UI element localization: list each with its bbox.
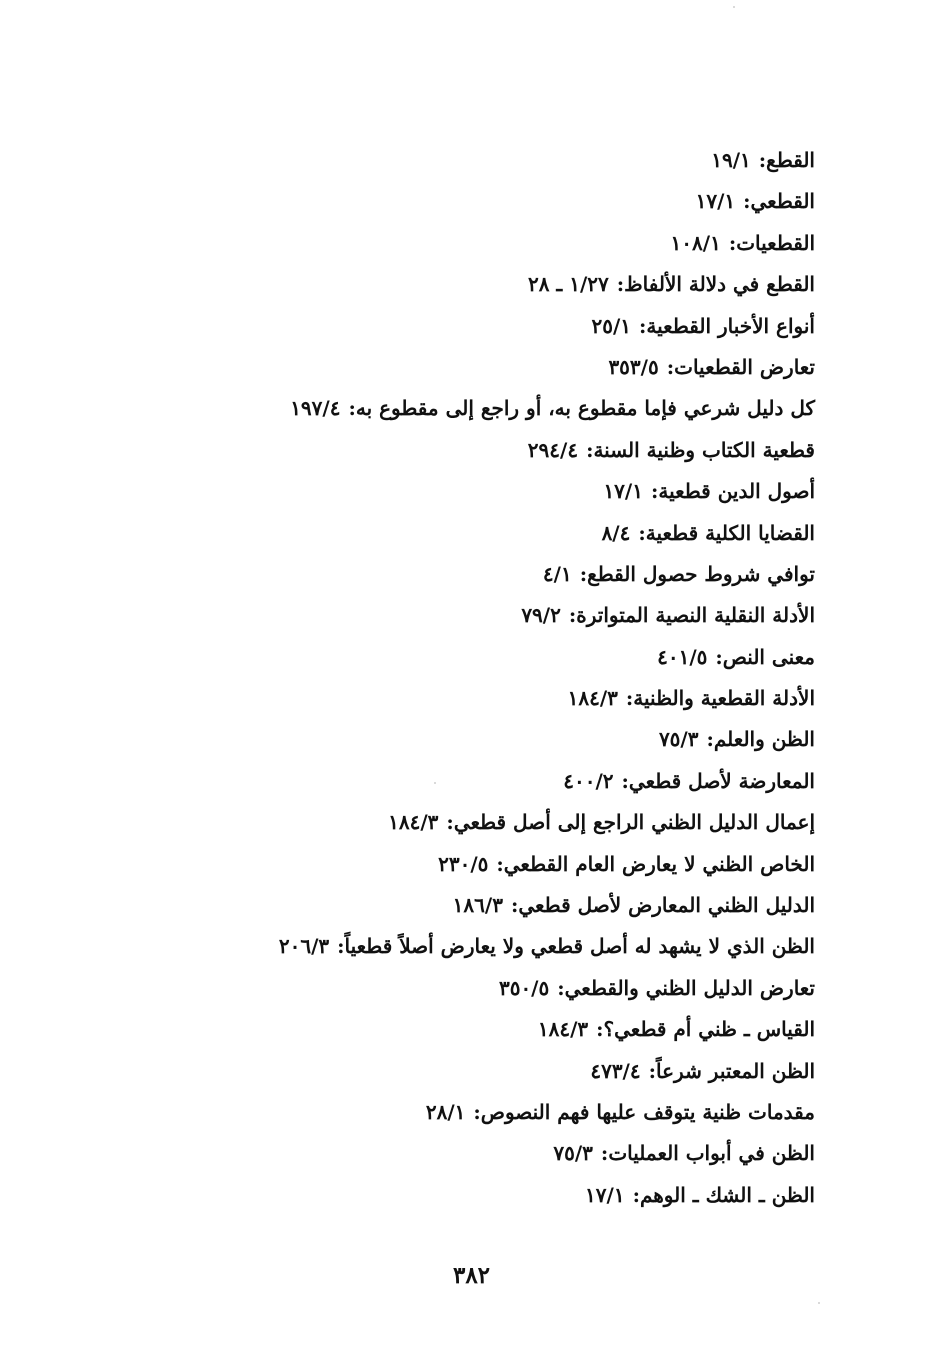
index-term: القطعي [750, 189, 815, 214]
index-separator: : [568, 603, 577, 628]
index-reference: ٤٧٣/٤ [590, 1058, 641, 1083]
index-separator: : [758, 148, 767, 172]
index-entry [95, 513, 815, 554]
index-entry [95, 968, 815, 1009]
index-entry [95, 264, 815, 305]
index-separator: : [632, 1182, 640, 1207]
index-term: الخاص الظني لا يعارض العام القطعي [503, 851, 815, 876]
index-entry [95, 1051, 815, 1092]
scan-speck [733, 6, 735, 8]
index-entry [95, 926, 815, 967]
index-term: معنى النص [722, 644, 815, 669]
index-entry [95, 140, 815, 181]
index-entry [95, 471, 815, 512]
index-entry [95, 554, 815, 595]
index-reference: ١٠٨/١ [670, 230, 721, 255]
index-separator: : [648, 1058, 656, 1083]
index-reference: ٧٩/٢ [521, 603, 561, 628]
index-reference: ٣٥٣/٥ [608, 354, 659, 379]
index-entry [95, 637, 815, 678]
index-entry [95, 430, 815, 471]
index-separator: : [638, 520, 646, 545]
index-entries-list [95, 140, 815, 1216]
index-reference: ١٧/١ [695, 189, 736, 214]
index-separator: : [579, 561, 588, 586]
index-term: مقدمات ظنية يتوقف عليها فهم النصوص [480, 1099, 815, 1124]
index-term: إعمال الدليل الظني الراجع إلى أصل قطعي [453, 810, 815, 835]
index-reference: ٤٠٠/٢ [563, 768, 614, 793]
index-reference: ١٨٦/٣ [452, 893, 503, 918]
scan-speck [434, 782, 436, 784]
index-separator: : [496, 851, 504, 876]
index-reference: ٢٠٦/٣ [278, 934, 330, 959]
index-entry [95, 1009, 815, 1050]
index-reference: ٣٥٠/٥ [498, 975, 550, 1000]
index-reference: ٤٠١/٥ [657, 644, 708, 669]
index-reference: ٧٥/٣ [553, 1141, 593, 1166]
index-entry [95, 223, 815, 264]
index-separator: : [715, 644, 723, 669]
index-entry [95, 181, 815, 222]
index-entry [95, 1175, 815, 1216]
index-term: الأدلة القطعية والظنية [633, 686, 815, 711]
index-entry [95, 802, 815, 843]
index-reference: ٢٥/١ [591, 313, 632, 338]
index-term: القياس ـ ظني أم قطعي؟ [603, 1017, 815, 1042]
index-entry [95, 1092, 815, 1133]
index-reference: ١٨٤/٣ [567, 686, 618, 711]
index-separator: : [596, 1017, 604, 1042]
index-entry [95, 719, 815, 760]
index-reference: ٢٩٤/٤ [527, 437, 579, 462]
index-separator: : [728, 230, 737, 255]
index-reference: ٧٥/٣ [658, 727, 699, 752]
index-separator: : [616, 272, 625, 297]
index-reference: ١٨٤/٣ [388, 810, 439, 835]
index-entry [95, 306, 815, 347]
index-entry [95, 678, 815, 719]
index-reference: ٨/٤ [601, 520, 631, 545]
index-entry [95, 1133, 815, 1174]
index-entry [95, 885, 815, 926]
index-term: الدليل الظني المعارض لأصل قطعي [518, 893, 815, 918]
index-reference: ١٧/١ [603, 479, 643, 504]
index-term: الظن المعتبر شرعاً [656, 1058, 815, 1083]
index-term: أصول الدين قطعية [658, 479, 815, 504]
index-term: تعارض الدليل الظني والقطعي [564, 975, 815, 1000]
index-separator: : [706, 727, 714, 752]
index-separator: : [650, 479, 659, 504]
index-term: القطع في دلالة الألفاظ [624, 272, 815, 297]
index-term: القطعيات [736, 230, 815, 255]
index-term: الظن في أبواب العمليات [608, 1141, 815, 1166]
index-entry [95, 388, 815, 429]
index-separator: : [666, 354, 675, 379]
index-separator: : [639, 313, 647, 338]
index-reference: ١٩٧/٤ [290, 396, 341, 421]
index-term: الأدلة النقلية النصية المتواترة [576, 603, 815, 628]
index-entry [95, 761, 815, 802]
index-separator: : [557, 975, 565, 1000]
index-term: قطعية الكتاب وظنية السنة [593, 437, 815, 462]
index-separator: : [586, 437, 594, 462]
index-term: الظن والعلم [713, 727, 815, 752]
index-separator: : [446, 810, 454, 835]
index-reference: ١٩/١ [711, 148, 751, 172]
index-reference: ١٧/١ [585, 1182, 625, 1207]
index-entry [95, 595, 815, 636]
index-term: القطع [766, 148, 815, 172]
index-term: القضايا الكلية قطعية [645, 520, 815, 545]
index-entry [95, 347, 815, 388]
index-reference: ١٨٤/٣ [537, 1017, 589, 1042]
index-reference: ٢٨/١ [425, 1099, 466, 1124]
index-reference: ٢٣٠/٥ [438, 851, 489, 876]
index-reference: ٤/١ [542, 561, 572, 586]
index-term: تعارض القطعيات [674, 354, 815, 379]
scan-speck [818, 1302, 820, 1304]
index-separator: : [625, 686, 634, 711]
index-separator: : [621, 768, 629, 793]
index-entry [95, 844, 815, 885]
index-separator: : [743, 189, 751, 214]
index-separator: : [473, 1099, 481, 1124]
index-separator: : [337, 934, 345, 959]
page-number: ٣٨٢ [452, 1262, 491, 1289]
index-separator: : [510, 893, 519, 918]
index-term: الظن ـ الشك ـ الوهم [639, 1182, 815, 1207]
index-reference: ١/٢٧ ـ ٢٨ [527, 272, 609, 297]
index-separator: : [348, 396, 356, 421]
index-term: الظن الذي لا يشهد له أصل قطعي ولا يعارض أصلاً قطعياً [344, 934, 815, 959]
index-term: كل دليل شرعي فإما مقطوع به، أو راجع إلى مقطوع به [355, 396, 815, 421]
index-separator: : [600, 1141, 609, 1166]
index-term: توافي شروط حصول القطع [587, 561, 815, 586]
index-term: أنواع الأخبار القطعية [646, 313, 815, 338]
index-term: المعارضة لأصل قطعي [628, 768, 815, 793]
